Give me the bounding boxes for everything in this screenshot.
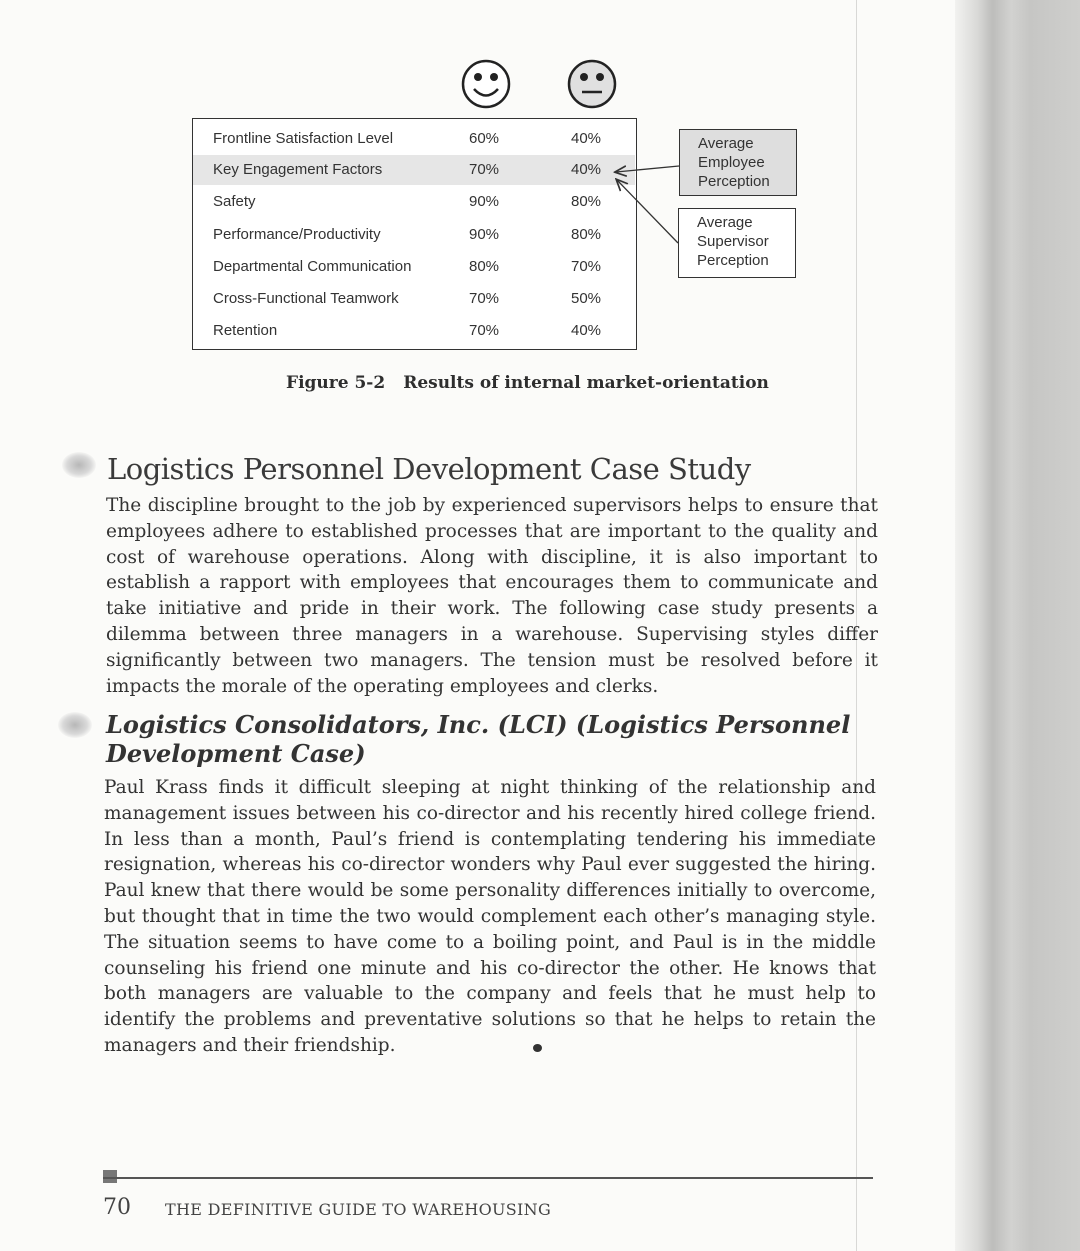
row-label: Departmental Communication bbox=[213, 258, 412, 275]
supervisor-value: 70% bbox=[571, 258, 602, 275]
case-paragraph: Paul Krass finds it difficult sleeping at night thinking of the relationship and management issues between his co-director and his recently hired college friend. In less than a month, Paul’s friend is contemplating tendering his immediate resignation, whereas his co-director wonders why Paul ever suggested the hiring. Paul knew that there would be some personality differences initially to overcome, but thought that in time the two would complement each other’s managing style. The situation seems to have come to a boiling point, and Paul is in the middle counseling his friend one minute and his co-director the other. He knows that both managers are valuable to the company and feels that he must help to identify the problems and preventative solutions so that he helps to retain the managers and their friendship. bbox=[104, 777, 876, 1056]
figure-number: Figure 5-2 bbox=[286, 373, 386, 393]
supervisor-value: 40% bbox=[571, 130, 602, 147]
ink-speck bbox=[533, 1044, 542, 1052]
page-number: 70 bbox=[103, 1195, 131, 1220]
employee-value: 70% bbox=[469, 322, 500, 339]
employee-value: 60% bbox=[469, 130, 500, 147]
employee-value: 90% bbox=[469, 193, 500, 210]
row-label: Performance/Productivity bbox=[213, 226, 381, 243]
scan-smudge bbox=[62, 452, 96, 478]
supervisor-value: 40% bbox=[571, 322, 602, 339]
callout-line: Average bbox=[698, 135, 754, 152]
supervisor-value: 50% bbox=[571, 290, 602, 307]
callout-line: Perception bbox=[697, 252, 769, 269]
row-label: Cross-Functional Teamwork bbox=[213, 290, 399, 307]
callout-line: Average bbox=[697, 214, 753, 231]
book-title: THE DEFINITIVE GUIDE TO WAREHOUSING bbox=[165, 1200, 552, 1219]
figure-caption bbox=[286, 373, 769, 393]
row-label: Frontline Satisfaction Level bbox=[213, 130, 394, 147]
row-label: Safety bbox=[213, 193, 256, 210]
section-paragraph: The discipline brought to the job by experienced supervisors helps to ensure that employees adhere to established processes that are important to the quality and cost of warehouse operations. Along with discipline, it is also important to establish a rapport with employees that encourages them to communicate and take initiative and pride in their work. The following case study presents a dilemma between three managers in a warehouse. Supervising styles differ significantly between two managers. The tension must be resolved before it impacts the morale of the operating employees and clerks. bbox=[106, 495, 878, 697]
scan-smudge bbox=[58, 712, 92, 738]
row-label: Retention bbox=[213, 322, 278, 339]
callout-line: Employee bbox=[698, 154, 765, 171]
employee-arrow bbox=[616, 166, 679, 172]
footer-rule bbox=[103, 1177, 873, 1179]
figure-title: Results of internal market-orientation bbox=[403, 373, 769, 393]
supervisor-value: 80% bbox=[571, 193, 602, 210]
employee-value: 70% bbox=[469, 290, 500, 307]
callout-arrows bbox=[0, 0, 1080, 420]
case-heading: Logistics Consolidators, Inc. (LCI) (Logistics Personnel Development Case) bbox=[106, 710, 851, 768]
row-label: Key Engagement Factors bbox=[213, 161, 383, 178]
supervisor-value: 80% bbox=[571, 226, 602, 243]
callout-line: Supervisor bbox=[697, 233, 769, 250]
employee-value: 90% bbox=[469, 226, 500, 243]
supervisor-arrow bbox=[617, 180, 678, 243]
section-heading: Logistics Personnel Development Case Study bbox=[107, 452, 751, 486]
callout-line: Perception bbox=[698, 173, 770, 190]
employee-value: 80% bbox=[469, 258, 500, 275]
supervisor-value: 40% bbox=[571, 161, 602, 178]
employee-value: 70% bbox=[469, 161, 500, 178]
